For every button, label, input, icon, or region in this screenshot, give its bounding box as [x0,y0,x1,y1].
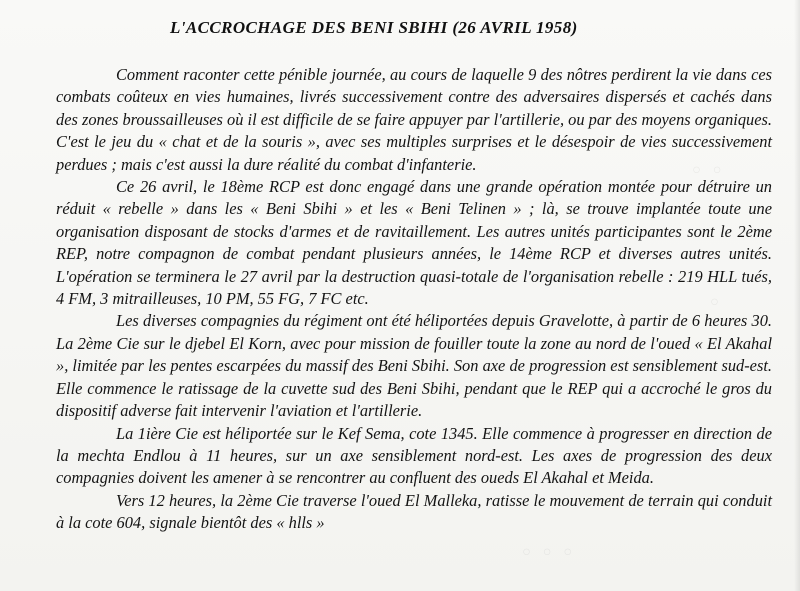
paragraph-5: Vers 12 heures, la 2ème Cie traverse l'oued El Malleka, ratisse le mouvement de terrain qui conduit à la cote 604, signale bientôt des « hlls » [56,490,772,533]
bleed-through-text: ◦ ◦ [690,158,724,184]
page-title: L'ACCROCHAGE DES BENI SBIHI (26 AVRIL 1958) [170,18,578,37]
paragraph-3: Les diverses compagnies du régiment ont été héliportées depuis Gravelotte, à partir de 6 heures 30. La 2ème Cie sur le djebel El Korn, avec pour mission de fouiller toute la zone au nord de l'oued « El Akahal », limitée par les pentes escarpées du massif des Beni Sbihi. Son axe de progression est sensiblement sud-est. Elle commence le ratissage de la cuvette sud des Beni Sbihi, pendant que le REP qui a accroché le gros du dispositif adverse fait intervenir l'aviation et l'artillerie. [56,311,772,421]
paragraph-2: Ce 26 avril, le 18ème RCP est donc engagé dans une grande opération montée pour détruire un réduit « rebelle » dans les « Beni Sbihi » et les « Beni Telinen » ; là, se trouve implantée toute une organisation disposant de stocks d'armes et de ravitaillement. Les autres unités participantes sont le 2ème REP, notre compagnon de combat pendant plusieurs années, le 14ème RCP et diverses autres unités. L'opération se terminera le 27 avril par la destruction quasi-totale de l'organisation rebelle : 219 HLL tués, 4 FM, 3 mitrailleuses, 10 PM, 55 FG, 7 FC etc. [56,177,772,309]
paragraph-4: La 1ière Cie est héliportée sur le Kef Sema, cote 1345. Elle commence à progresser en direction de la mechta Endlou à 11 heures, sur un axe sensiblement nord-est. Les axes de progression des deux compagnies doivent les amener à se rencontrer au confluent des oueds El Akahal et Meida. [56,423,772,488]
page-edge-shadow [794,0,800,591]
bleed-through-text: ◦ ◦ ◦ [520,540,575,566]
bleed-through-text: ◦ [708,290,721,316]
paragraph-1: Comment raconter cette pénible journée, au cours de laquelle 9 des nôtres perdirent la vie dans ces combats coûteux en vies humaines, livrés successivement contre des adversaires dispersés et cachés dans des zones broussailleuses où il est difficile de se faire appuyer par l'artillerie, ou par des moyens organiques. C'est le jeu du « chat et de la souris », avec ses multiples surprises et le désespoir de vies successivement perdues ; mais c'est aussi la dure réalité du combat d'infanterie. [56,65,772,174]
body-text [56,64,772,535]
